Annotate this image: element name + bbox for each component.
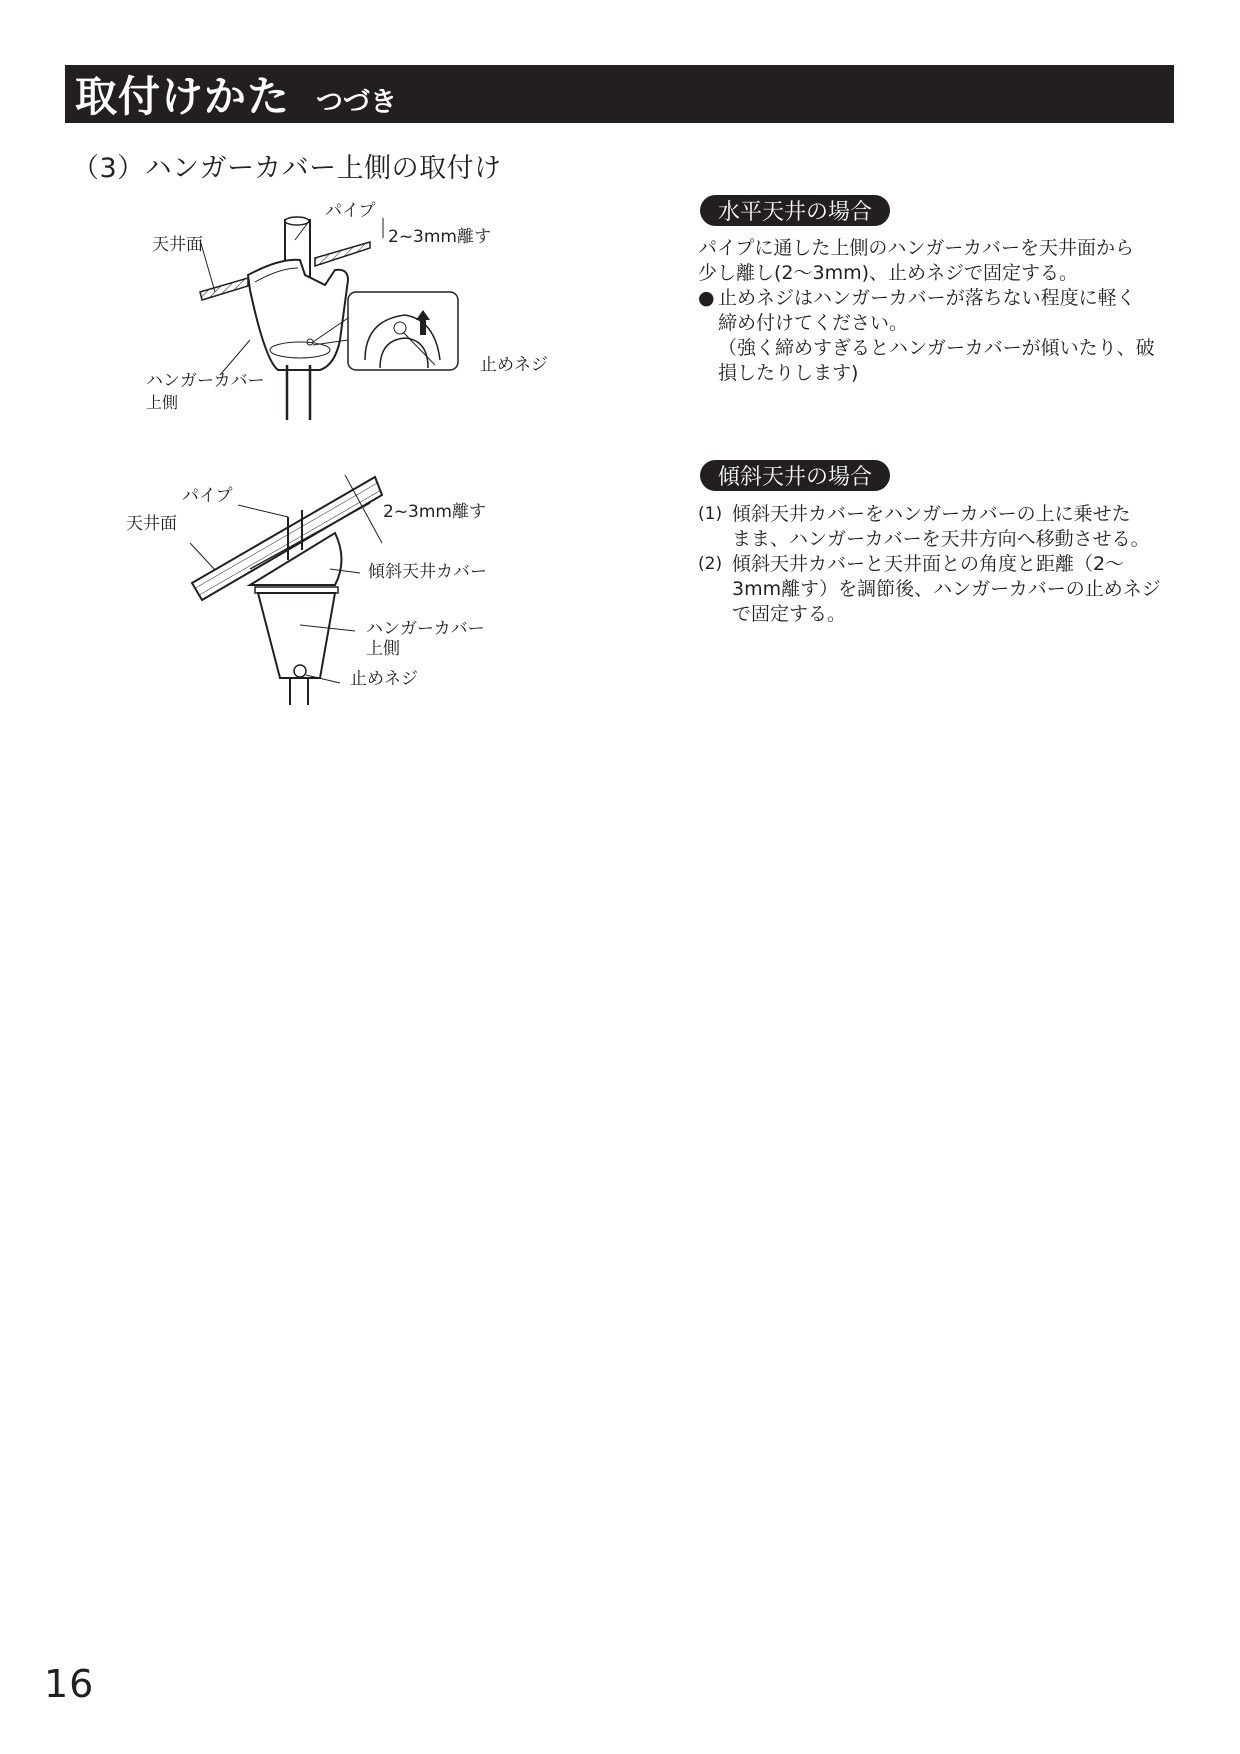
- header-subtitle: つづき: [316, 86, 398, 118]
- label-ceiling: 天井面: [152, 235, 203, 255]
- page-number: 16: [44, 1662, 95, 1706]
- header-title: 取付けかた: [75, 72, 291, 121]
- step-number: (1): [698, 504, 723, 524]
- step-line: 3mm離す）を調節後、ハンガーカバーの止めネジ: [732, 578, 1161, 600]
- step-number: (2): [698, 554, 723, 574]
- label-gap: 2~3mm離す: [383, 502, 486, 522]
- label-hanger-cover-upper: 上側: [366, 639, 400, 659]
- sloped-ceiling-badge: [700, 460, 890, 491]
- sloped-ceiling-illustration-icon: [120, 465, 520, 705]
- step-line: まま、ハンガーカバーを天井方向へ移動させる。: [732, 528, 1150, 550]
- label-pipe: パイプ: [325, 201, 376, 221]
- sloped-ceiling-instructions: [698, 502, 1161, 627]
- label-ceiling: 天井面: [126, 514, 177, 534]
- step-1: [698, 502, 1161, 552]
- step-line: 傾斜天井カバーをハンガーカバーの上に乗せた: [732, 503, 1131, 525]
- caution-bullet: [698, 286, 1155, 386]
- label-slope-cover: 傾斜天井カバー: [368, 562, 487, 582]
- flat-ceiling-badge-label: 水平天井の場合: [718, 200, 873, 225]
- caution-line: 締め付けてください。: [718, 312, 909, 334]
- label-hanger-cover-upper: 上側: [146, 393, 179, 412]
- step-2: [698, 552, 1161, 627]
- bullet-icon: ●: [698, 287, 715, 309]
- flat-ceiling-diagram: [130, 190, 570, 420]
- flat-ceiling-instructions: [698, 236, 1155, 386]
- sloped-ceiling-diagram: [120, 465, 520, 705]
- caution-line: 止めネジはハンガーカバーが落ちない程度に軽く: [718, 287, 1136, 309]
- label-gap: 2~3mm離す: [388, 227, 491, 247]
- step-line: 傾斜天井カバーと天井面との角度と距離（2〜: [732, 553, 1125, 575]
- instruction-line: パイプに通した上側のハンガーカバーを天井面から: [698, 237, 1135, 259]
- header-bar: [65, 65, 1174, 123]
- sloped-ceiling-badge-label: 傾斜天井の場合: [718, 465, 873, 490]
- label-set-screw: 止めネジ: [480, 355, 548, 375]
- flat-ceiling-badge: [700, 195, 890, 226]
- label-hanger-cover: ハンガーカバー: [366, 619, 485, 639]
- label-hanger-cover: ハンガーカバー: [146, 371, 265, 391]
- caution-line: 損したりします): [718, 362, 859, 384]
- instruction-line: 少し離し(2〜3mm)、止めネジで固定する。: [698, 262, 1079, 284]
- section-title: （3）ハンガーカバー上側の取付け: [72, 153, 502, 184]
- label-set-screw: 止めネジ: [350, 669, 418, 689]
- step-line: で固定する。: [732, 603, 847, 625]
- caution-line: （強く締めすぎるとハンガーカバーが傾いたり、破: [718, 337, 1155, 359]
- label-pipe: パイプ: [182, 486, 233, 506]
